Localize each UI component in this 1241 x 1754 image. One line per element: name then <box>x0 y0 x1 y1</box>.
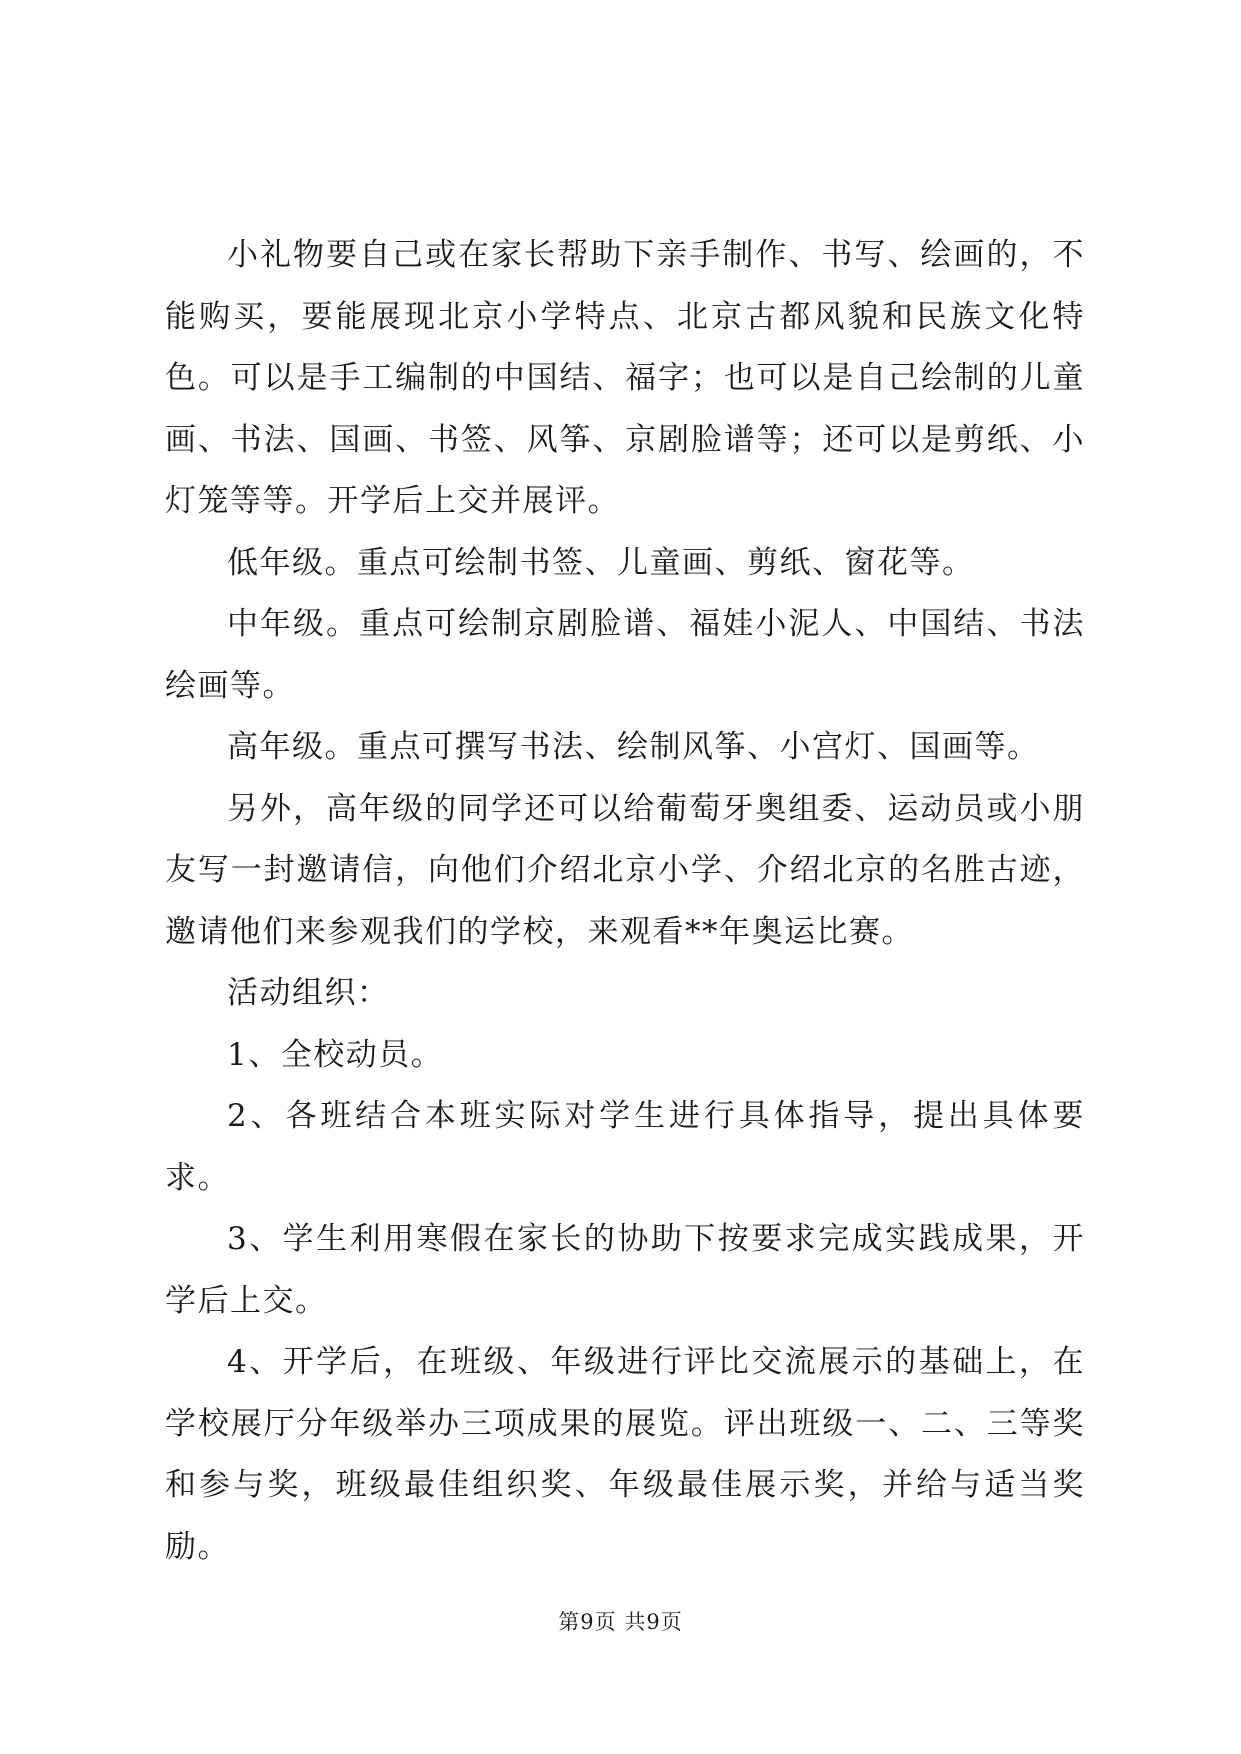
document-body <box>165 225 1085 1578</box>
paragraph-lower-grade: 低年级。重点可绘制书签、儿童画、剪纸、窗花等。 <box>227 544 975 581</box>
paragraph-step-3: 3、学生利用寒假在家长的协助下按要求完成实践成果，开学后上交。 <box>165 1221 1085 1319</box>
paragraph-organization-heading: 活动组织： <box>227 975 390 1011</box>
paragraph-invitation-letter: 另外，高年级的同学还可以给葡萄牙奥组委、运动员或小朋友写一封邀请信，向他们介绍北京小学、介绍北京的名胜古迹，邀请他们来参观我们的学校，来观看**年奥运比赛。 <box>165 790 1085 950</box>
paragraph-middle-grade: 中年级。重点可绘制京剧脸谱、福娃小泥人、中国结、书法绘画等。 <box>165 606 1085 704</box>
page-footer: 第9页 共9页 <box>558 1610 683 1634</box>
paragraph-gift-requirements: 小礼物要自己或在家长帮助下亲手制作、书写、绘画的，不能购买，要能展现北京小学特点、北京古都风貌和民族文化特色。可以是手工编制的中国结、福字；也可以是自己绘制的儿童画、书法、国画、书签、风筝、京剧脸谱等；还可以是剪纸、小灯笼等等。开学后上交并展评。 <box>165 237 1085 519</box>
paragraph-step-1: 1、全校动员。 <box>227 1036 444 1073</box>
paragraph-step-2: 2、各班结合本班实际对学生进行具体指导，提出具体要求。 <box>165 1098 1085 1196</box>
paragraph-step-4: 4、开学后，在班级、年级进行评比交流展示的基础上，在学校展厅分年级举办三项成果的展览。评出班级一、二、三等奖和参与奖，班级最佳组织奖、年级最佳展示奖，并给与适当奖励。 <box>165 1344 1085 1565</box>
paragraph-upper-grade: 高年级。重点可撰写书法、绘制风筝、小宫灯、国画等。 <box>227 729 1040 765</box>
